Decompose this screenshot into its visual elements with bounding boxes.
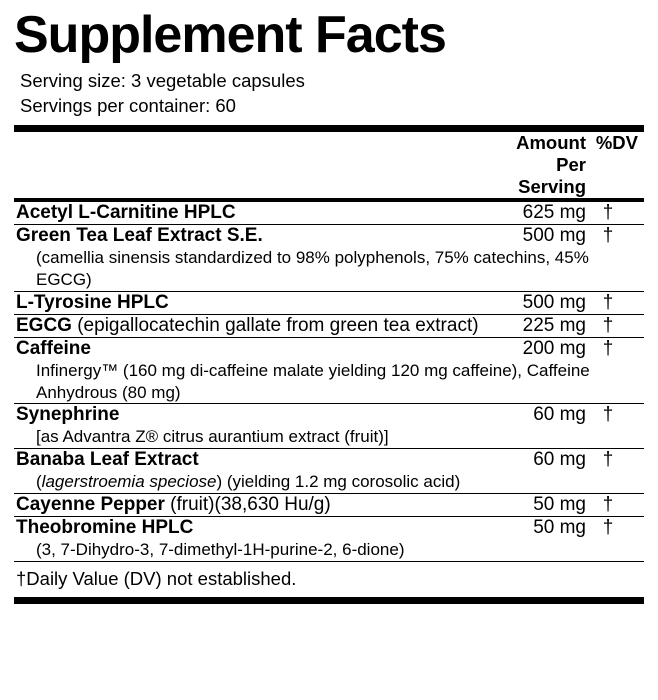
ingredient-description: (lagerstroemia speciose) (yielding 1.2 mg corosolic acid) — [36, 472, 461, 492]
page-title: Supplement Facts — [14, 6, 446, 64]
table-row — [14, 404, 644, 426]
ingredient-daily-value: † — [602, 225, 614, 247]
serving-size: Serving size: 3 vegetable capsules — [20, 70, 305, 92]
ingredient-daily-value: † — [602, 337, 614, 359]
table-row — [14, 292, 644, 314]
ingredient-description-row — [14, 426, 644, 448]
ingredient-name-detail: (fruit)(38,630 Hu/g) — [164, 493, 331, 515]
divider-bottom-thick — [14, 597, 644, 604]
table-row — [14, 338, 644, 360]
footnote-daily-value: †Daily Value (DV) not established. — [16, 567, 297, 589]
ingredient-amount: 500 mg — [522, 291, 586, 313]
ingredient-description: (3, 7-Dihydro-3, 7-dimethyl-1H-purine-2, 6-dione) — [36, 539, 405, 559]
table-row — [14, 449, 644, 471]
ingredient-table — [14, 202, 644, 560]
ingredient-description: [as Advantra Z® citrus aurantium extract (fruit)] — [36, 427, 389, 447]
table-row — [14, 494, 644, 516]
ingredient-name: Cayenne Pepper (fruit)(38,630 Hu/g) — [16, 493, 331, 515]
ingredient-name: L-Tyrosine HPLC — [16, 291, 169, 313]
ingredient-daily-value: † — [602, 314, 614, 336]
ingredient-daily-value: † — [602, 202, 614, 224]
table-row — [14, 202, 644, 224]
ingredient-description-row — [14, 360, 644, 404]
ingredient-amount: 60 mg — [533, 449, 586, 471]
ingredient-amount: 50 mg — [533, 516, 586, 538]
table-header-row — [14, 132, 644, 198]
ingredient-amount: 625 mg — [522, 202, 586, 224]
divider-top-thick — [14, 125, 644, 132]
table-row — [14, 517, 644, 539]
ingredient-daily-value: † — [602, 291, 614, 313]
ingredient-amount: 50 mg — [533, 493, 586, 515]
table-row — [14, 315, 644, 337]
divider-footnote — [14, 561, 644, 562]
header-amount-per-serving: Amount Per Serving — [516, 132, 586, 198]
ingredient-description: Infinergy™ (160 mg di-caffeine malate yielding 120 mg caffeine), Caffeine Anhydrous (80 mg) — [36, 360, 590, 402]
ingredient-daily-value: † — [602, 516, 614, 538]
ingredient-name-detail: (epigallocatechin gallate from green tea extract) — [71, 314, 479, 336]
ingredient-amount: 225 mg — [522, 314, 586, 336]
ingredient-name: Banaba Leaf Extract — [16, 449, 199, 471]
ingredient-name: Acetyl L-Carnitine HPLC — [16, 202, 236, 224]
ingredient-daily-value: † — [602, 493, 614, 515]
ingredient-daily-value: † — [602, 404, 614, 426]
ingredient-description: (camellia sinensis standardized to 98% polyphenols, 75% catechins, 45% EGCG) — [36, 248, 589, 290]
header-blank — [14, 132, 484, 198]
ingredient-name: Caffeine — [16, 337, 91, 359]
facts-table — [14, 132, 644, 198]
ingredient-description-row — [14, 247, 644, 291]
ingredient-name: Theobromine HPLC — [16, 516, 194, 538]
ingredient-amount: 200 mg — [522, 337, 586, 359]
servings-per-container: Servings per container: 60 — [20, 95, 236, 117]
ingredient-description-row — [14, 471, 644, 493]
ingredient-description-row — [14, 539, 644, 561]
ingredient-amount: 500 mg — [522, 225, 586, 247]
header-percent-dv: %DV — [595, 132, 638, 154]
ingredient-name: Green Tea Leaf Extract S.E. — [16, 225, 263, 247]
ingredient-daily-value: † — [602, 449, 614, 471]
ingredient-amount: 60 mg — [533, 404, 586, 426]
ingredient-name: EGCG (epigallocatechin gallate from green tea extract) — [16, 314, 479, 336]
table-row — [14, 225, 644, 247]
ingredient-name: Synephrine — [16, 404, 120, 426]
